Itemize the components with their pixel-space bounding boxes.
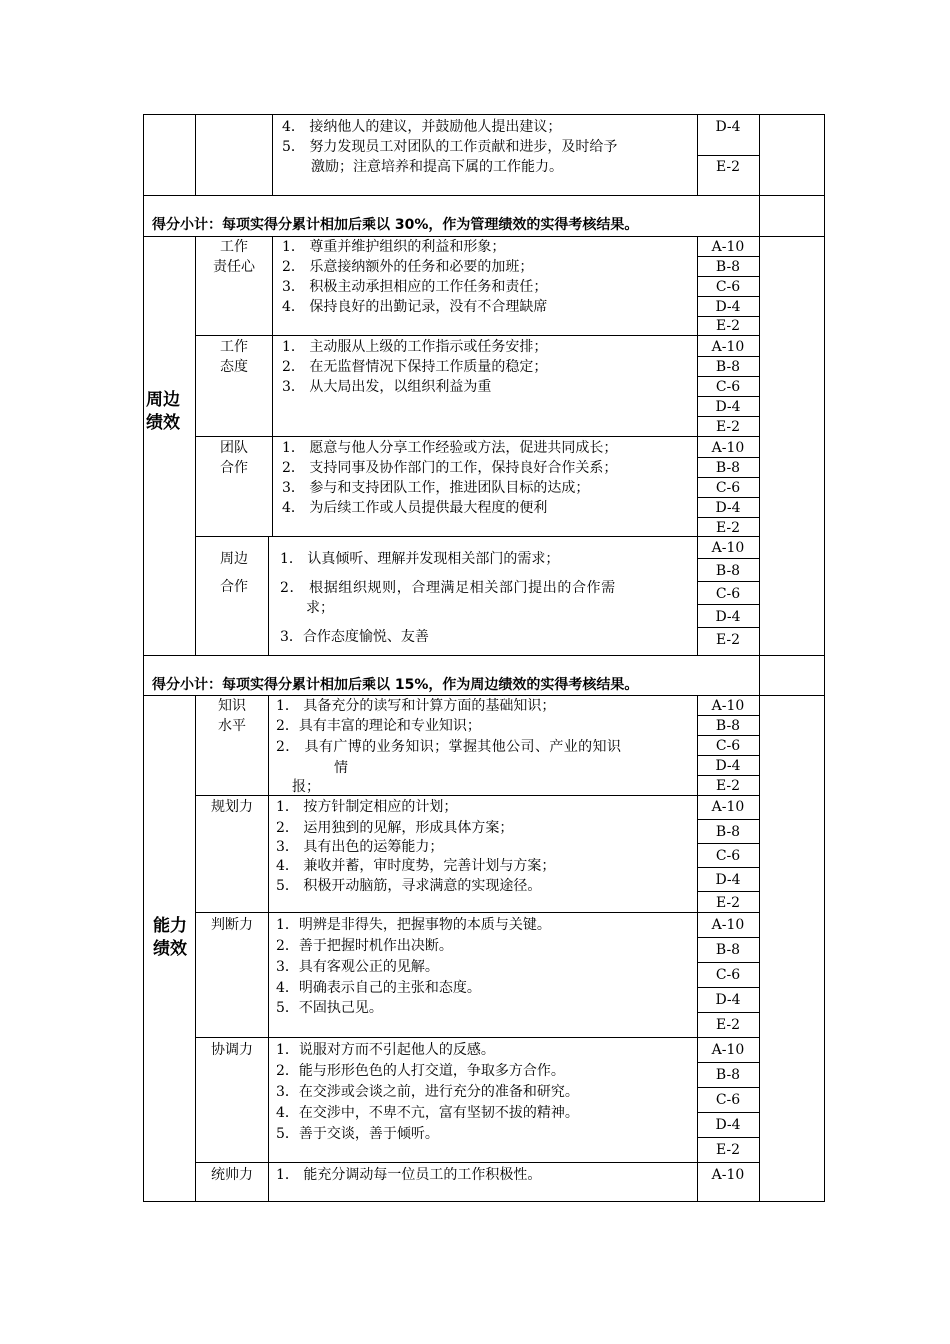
- grade-cell: A-10: [711, 1167, 745, 1183]
- group-name: 知识: [218, 698, 246, 714]
- criteria-item: 2．能与形形色色的人打交道，争取多方合作。: [276, 1063, 565, 1079]
- row-divider: [195, 536, 759, 537]
- group-name: 判断力: [211, 917, 253, 933]
- grade-cell: D-4: [715, 609, 741, 625]
- grade-cell: C-6: [715, 586, 741, 602]
- row-divider: [697, 155, 759, 156]
- grade-cell: E-2: [715, 1017, 741, 1033]
- grade-divider: [697, 987, 759, 988]
- grade-cell: A-10: [711, 339, 745, 355]
- grade-cell: A-10: [711, 1042, 745, 1058]
- row-divider: [195, 335, 759, 336]
- criteria-item: 1． 主动服从上级的工作指示或任务安排；: [282, 339, 548, 355]
- criteria-item: 5． 努力发现员工对团队的工作贡献和进步，及时给予: [282, 139, 618, 155]
- grade-cell: C-6: [715, 738, 741, 754]
- grade-cell: C-6: [715, 379, 741, 395]
- grade-cell: A-10: [711, 239, 745, 255]
- criteria-item: 1． 能充分调动每一位员工的工作积极性。: [276, 1167, 542, 1183]
- grade-cell: E-2: [715, 778, 741, 794]
- group-name: 水平: [218, 718, 246, 734]
- grade-cell: B-8: [715, 718, 741, 734]
- group-name: 合作: [220, 460, 248, 476]
- criteria-item: 2．具有丰富的理论和专业知识；: [276, 718, 481, 734]
- criteria-item: 4． 兼收并蓄，审时度势，完善计划与方案；: [276, 858, 556, 874]
- grade-divider: [697, 1137, 759, 1138]
- col-divider: [759, 114, 760, 195]
- criteria-item: 1． 认真倾听、理解并发现相关部门的需求；: [280, 551, 560, 567]
- category-ability: 能力绩效: [153, 916, 187, 959]
- criteria-item: 3． 参与和支持团队工作，推进团队目标的达成；: [282, 480, 590, 496]
- grade-divider: [697, 867, 759, 868]
- grade-cell: E-2: [715, 419, 741, 435]
- grade-cell: B-8: [715, 824, 741, 840]
- group-name: 协调力: [211, 1042, 253, 1058]
- criteria-item: 1．明辨是非得失，把握事物的本质与关键。: [276, 917, 551, 933]
- group-name: 态度: [220, 359, 248, 375]
- grade-divider: [697, 604, 759, 605]
- col-divider: [759, 695, 760, 1202]
- col-divider: [268, 695, 269, 1202]
- criteria-item: 求；: [306, 600, 334, 616]
- criteria-item: 4． 保持良好的出勤记录，没有不合理缺席: [282, 299, 548, 315]
- criteria-item: 4． 为后续工作或人员提供最大程度的便利: [282, 500, 548, 516]
- grade-cell: B-8: [715, 259, 741, 275]
- criteria-item: 情: [334, 760, 348, 776]
- grade-cell: B-8: [715, 563, 741, 579]
- criteria-item: 1． 愿意与他人分享工作经验或方法，促进共同成长；: [282, 440, 618, 456]
- criteria-item: 2． 在无监督情况下保持工作质量的稳定；: [282, 359, 548, 375]
- criteria-item: 1． 按方针制定相应的计划；: [276, 799, 458, 815]
- grade-cell: A-10: [711, 540, 745, 556]
- criteria-item: 4．明确表示自己的主张和态度。: [276, 980, 481, 996]
- grade-cell: D-4: [715, 1117, 741, 1133]
- grade-cell: A-10: [711, 440, 745, 456]
- grade-cell: B-8: [715, 460, 741, 476]
- col-divider: [759, 655, 760, 695]
- grade-divider: [697, 1062, 759, 1063]
- grade-cell: B-8: [715, 1067, 741, 1083]
- group-name: 周边: [220, 551, 248, 567]
- row-divider: [143, 195, 825, 196]
- grade-cell: E-2: [715, 1142, 741, 1158]
- grade-divider: [697, 558, 759, 559]
- criteria-item: 3．合作态度愉悦、友善: [280, 629, 429, 645]
- criteria-item: 3． 积极主动承担相应的工作任务和责任；: [282, 279, 548, 295]
- category-peripheral: 周边绩效: [146, 390, 180, 433]
- grade-divider: [697, 627, 759, 628]
- grade-cell: A-10: [711, 698, 745, 714]
- grade-cell: A-10: [711, 917, 745, 933]
- criteria-item: 3．具有客观公正的见解。: [276, 959, 439, 975]
- criteria-item: 2． 乐意接纳额外的任务和必要的加班；: [282, 259, 534, 275]
- criteria-item: 5．不固执己见。: [276, 1000, 383, 1016]
- grade-cell: C-6: [715, 1092, 741, 1108]
- summary-management: 得分小计：每项实得分累计相加后乘以 30%，作为管理绩效的实得考核结果。: [152, 217, 639, 233]
- criteria-item: 2． 运用独到的见解，形成具体方案；: [276, 820, 514, 836]
- criteria-item: 3． 从大局出发，以组织利益为重: [282, 379, 492, 395]
- criteria-item: 3．在交涉或会谈之前，进行充分的准备和研究。: [276, 1084, 579, 1100]
- grade-divider: [697, 937, 759, 938]
- criteria-item: 2． 支持同事及协作部门的工作，保持良好合作关系；: [282, 460, 618, 476]
- col-divider: [759, 236, 760, 655]
- grade-cell: D-4: [715, 500, 741, 516]
- grade-cell: E-2: [715, 520, 741, 536]
- grade-cell: D-4: [715, 992, 741, 1008]
- grade-divider: [697, 891, 759, 892]
- group-name: 统帅力: [211, 1167, 253, 1183]
- grade-divider: [697, 1087, 759, 1088]
- criteria-item: 3． 具有出色的运筹能力；: [276, 839, 444, 855]
- group-name: 责任心: [213, 259, 255, 275]
- criteria-item: 1． 具备充分的读写和计算方面的基础知识；: [276, 698, 556, 714]
- criteria-item: 激励；注意培养和提高下属的工作能力。: [311, 159, 563, 175]
- summary-peripheral: 得分小计：每项实得分累计相加后乘以 15%，作为周边绩效的实得考核结果。: [152, 677, 639, 693]
- group-name: 工作: [220, 339, 248, 355]
- row-divider: [195, 1037, 759, 1038]
- row-divider: [195, 436, 759, 437]
- criteria-item: 1． 尊重并维护组织的利益和形象；: [282, 239, 506, 255]
- grade-cell: D-4: [715, 399, 741, 415]
- grade-cell: A-10: [711, 799, 745, 815]
- row-divider: [195, 912, 759, 913]
- grade-cell: E-2: [715, 159, 741, 175]
- row-divider: [195, 1162, 759, 1163]
- group-name: 团队: [220, 440, 248, 456]
- grade-divider: [697, 1112, 759, 1113]
- criteria-item: 2．善于把握时机作出决断。: [276, 938, 453, 954]
- grade-divider: [697, 962, 759, 963]
- grade-cell: E-2: [715, 632, 741, 648]
- col-divider: [195, 695, 196, 1202]
- grade-cell: B-8: [715, 942, 741, 958]
- criteria-item: 5．善于交谈，善于倾听。: [276, 1126, 439, 1142]
- grade-cell: B-8: [715, 359, 741, 375]
- grade-cell: E-2: [715, 895, 741, 911]
- criteria-item: 5． 积极开动脑筋，寻求满意的实现途径。: [276, 878, 542, 894]
- criteria-item: 1．说服对方而不引起他人的反感。: [276, 1042, 495, 1058]
- criteria-item: 4．在交涉中，不卑不亢，富有坚韧不拔的精神。: [276, 1105, 579, 1121]
- grade-divider: [697, 1012, 759, 1013]
- group-name: 合作: [220, 579, 248, 595]
- criteria-item: 4． 接纳他人的建议，并鼓励他人提出建议；: [282, 119, 562, 135]
- group-name: 工作: [220, 239, 248, 255]
- grade-divider: [697, 843, 759, 844]
- grade-cell: C-6: [715, 848, 741, 864]
- grade-cell: E-2: [715, 318, 741, 334]
- col-divider: [195, 114, 196, 195]
- grade-divider: [697, 581, 759, 582]
- row-divider: [143, 655, 825, 656]
- grade-cell: C-6: [715, 279, 741, 295]
- criteria-item: 报；: [292, 779, 320, 795]
- grade-divider: [697, 819, 759, 820]
- grade-cell: D-4: [715, 119, 741, 135]
- grade-cell: D-4: [715, 758, 741, 774]
- col-divider: [272, 114, 273, 195]
- grade-cell: D-4: [715, 299, 741, 315]
- grade-cell: C-6: [715, 967, 741, 983]
- grade-cell: C-6: [715, 480, 741, 496]
- row-divider: [195, 795, 759, 796]
- group-name: 规划力: [211, 799, 253, 815]
- col-divider: [272, 236, 273, 536]
- criteria-item: 2． 根据组织规则，合理满足相关部门提出的合作需: [280, 580, 616, 596]
- grade-cell: D-4: [715, 872, 741, 888]
- criteria-item: 2． 具有广博的业务知识；掌握其他公司、产业的知识: [276, 739, 622, 755]
- col-divider: [759, 195, 760, 236]
